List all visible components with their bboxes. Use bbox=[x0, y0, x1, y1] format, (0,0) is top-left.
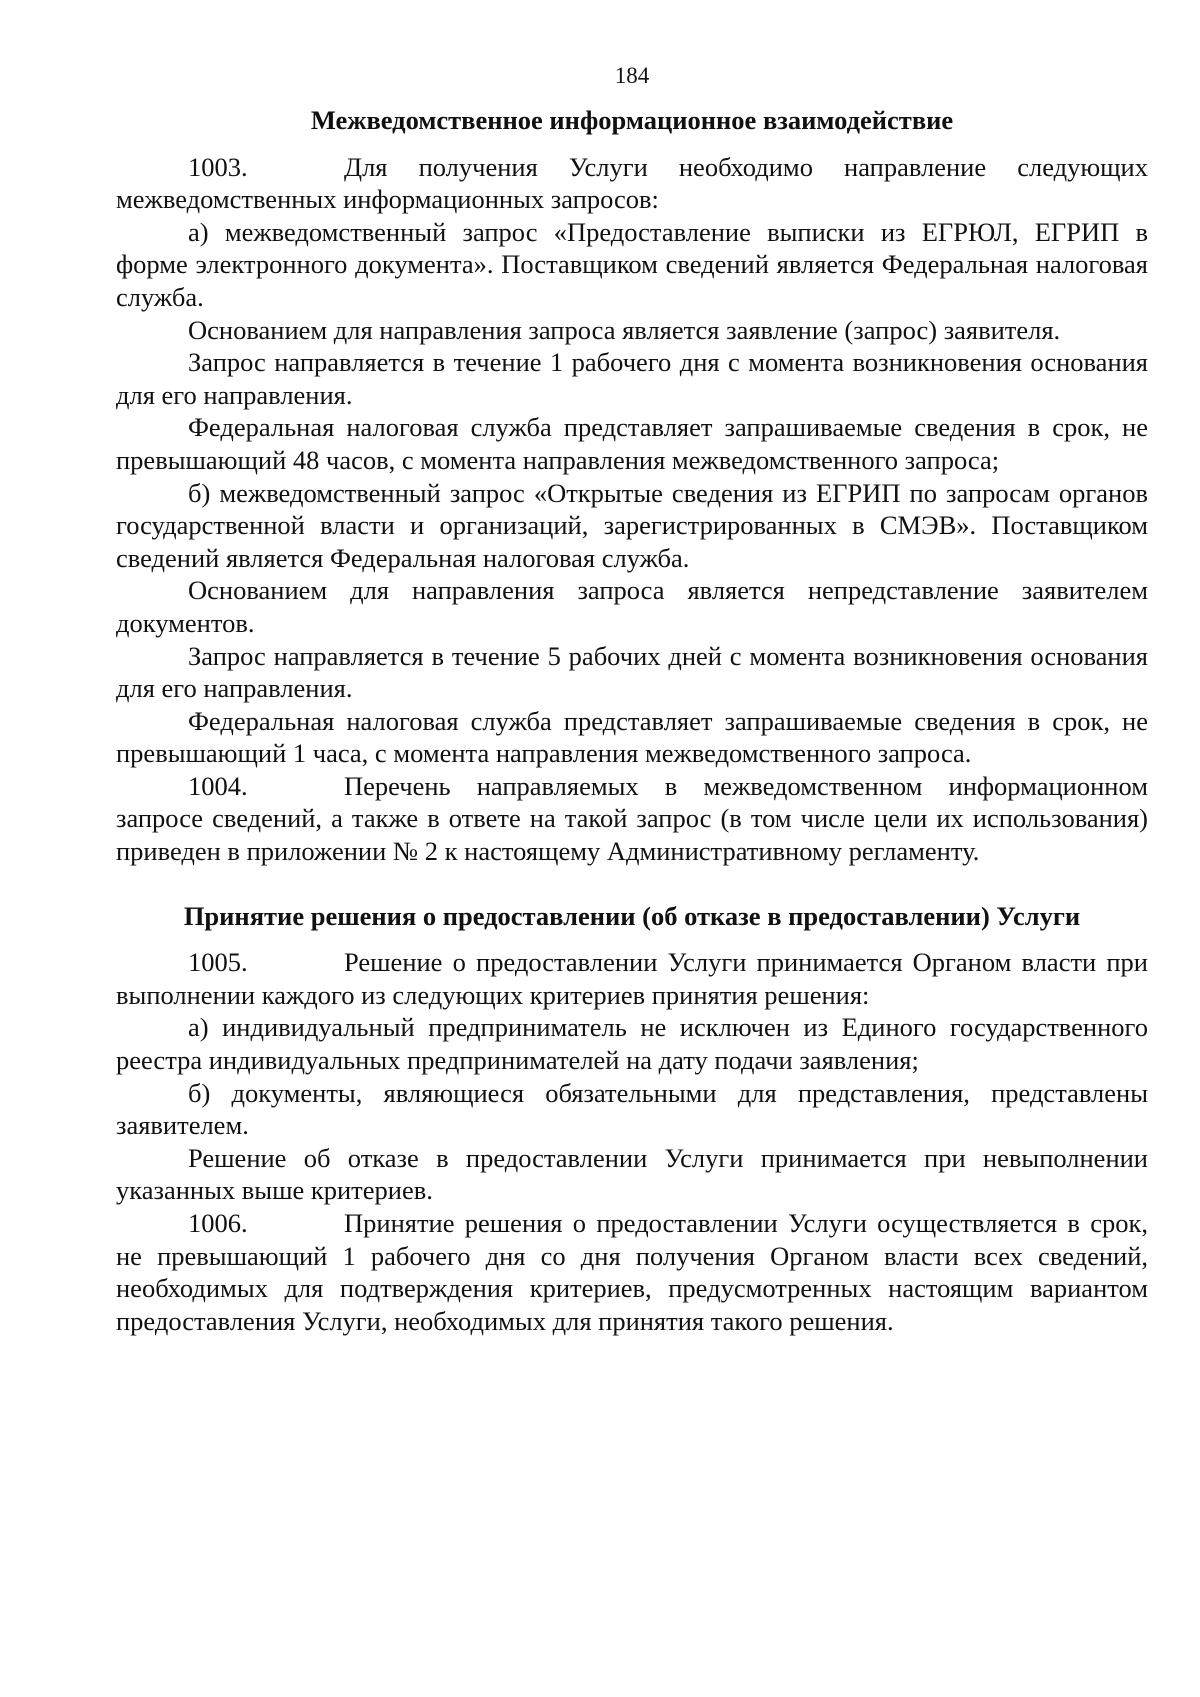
paragraph bbox=[116, 574, 1148, 639]
paragraph bbox=[116, 1011, 1148, 1076]
paragraph-text: Решение об отказе в предоставлении Услуги принимается при невыполнении указанных выше критериев. bbox=[116, 1142, 1148, 1206]
paragraph-text: Принятие решения о предоставлении Услуги осуществляется в срок, не превышающий 1 рабочего дня со дня получения Органом власти всех сведений, необходимых для подтверждения критериев, предусмотренных настоящим вариантом предоставления Услуги, необходимых для принятия такого решения. bbox=[116, 1208, 1148, 1336]
paragraph bbox=[116, 946, 1148, 1011]
paragraph-text: Решение о предоставлении Услуги принимается Органом власти при выполнении каждого из следующих критериев принятия решения: bbox=[116, 947, 1148, 1010]
paragraph-text: Основанием для направления запроса является заявление (запрос) заявителя. bbox=[188, 314, 1061, 345]
paragraph-text: а) межведомственный запрос «Предоставление выписки из ЕГРЮЛ, ЕГРИП в форме электронного документа». Поставщиком сведений является Федеральная налоговая служба. bbox=[116, 216, 1148, 312]
clause-number: 1004. bbox=[188, 770, 248, 801]
paragraph bbox=[116, 640, 1148, 705]
page-number: 184 bbox=[614, 63, 650, 88]
clause-number: 1006. bbox=[188, 1208, 248, 1238]
paragraph-text: а) индивидуальный предприниматель не исключен из Единого государственного реестра индивидуальных предпринимателей на дату подачи заявления; bbox=[116, 1012, 1148, 1076]
paragraph bbox=[116, 411, 1148, 476]
paragraph bbox=[116, 1207, 1148, 1337]
paragraph-text: Запрос направляется в течение 5 рабочих дней с момента возникновения основания для его направления. bbox=[116, 640, 1148, 704]
section-body-interagency bbox=[116, 151, 1148, 868]
paragraph bbox=[116, 346, 1148, 411]
paragraph-text: Перечень направляемых в межведомственном информационном запросе сведений, а также в ответе на такой запрос (в том числе цели их использования) приведен в приложении № 2 к настоящему Административному регламенту. bbox=[116, 770, 1148, 867]
clause-number: 1003. bbox=[188, 151, 248, 182]
paragraph bbox=[116, 1077, 1148, 1142]
section-body-decision bbox=[116, 946, 1148, 1337]
paragraph bbox=[116, 216, 1148, 314]
section-heading-interagency: Межведомственное информационное взаимодействие bbox=[310, 105, 954, 135]
paragraph bbox=[116, 314, 1148, 347]
paragraph bbox=[116, 477, 1148, 575]
paragraph-text: б) документы, являющиеся обязательными для представления, представлены заявителем. bbox=[116, 1077, 1148, 1141]
clause-number: 1005. bbox=[188, 947, 248, 978]
paragraph bbox=[116, 1142, 1148, 1207]
paragraph-text: Для получения Услуги необходимо направление следующих межведомственных информационных запросов: bbox=[116, 151, 1148, 215]
paragraph bbox=[116, 151, 1148, 216]
paragraph-text: Основанием для направления запроса является непредставление заявителем документов. bbox=[116, 575, 1148, 638]
paragraph-text: Федеральная налоговая служба представляет запрашиваемые сведения в срок, не превышающий 48 часов, с момента направления межведомственного запроса; bbox=[116, 412, 1148, 475]
paragraph-text: б) межведомственный запрос «Открытые сведения из ЕГРИП по запросам органов государственной власти и организаций, зарегистрированных в СМЭВ». Поставщиком сведений является Федеральная налоговая служба. bbox=[116, 477, 1148, 573]
paragraph bbox=[116, 705, 1148, 770]
document-page bbox=[116, 62, 1148, 1337]
paragraph-text: Запрос направляется в течение 1 рабочего дня с момента возникновения основания для его направления. bbox=[116, 347, 1148, 410]
section-heading-decision: Принятие решения о предоставлении (об отказе в предоставлении) Услуги bbox=[183, 900, 1081, 931]
paragraph bbox=[116, 770, 1148, 868]
paragraph-text: Федеральная налоговая служба представляет запрашиваемые сведения в срок, не превышающий 1 часа, с момента направления межведомственного запроса. bbox=[116, 705, 1148, 769]
